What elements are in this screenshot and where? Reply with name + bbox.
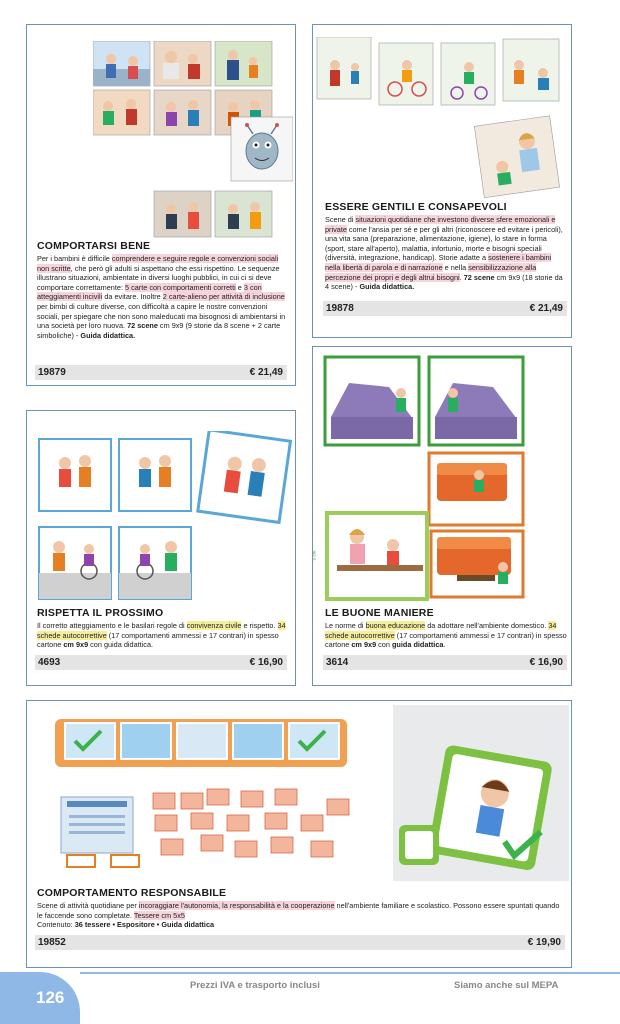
product-description — [325, 215, 565, 292]
price-bar — [35, 935, 565, 950]
footer-divider — [80, 972, 620, 974]
product-title: LE BUONE MANIERE — [325, 607, 434, 619]
product-price: € 21,49 — [249, 367, 283, 378]
footer-price-note: Prezzi IVA e trasporto inclusi — [190, 980, 320, 991]
product-code: 4693 — [38, 657, 61, 668]
product-price: € 19,90 — [527, 937, 561, 948]
description-segment: (17 comportamenti ammessi e 17 contrari) in spesso cartone — [325, 630, 567, 650]
description-segment: Le norme di — [325, 621, 366, 630]
product-code: 19879 — [38, 367, 66, 378]
description-segment: cm 9x9 (9 storie da 8 scene + 2 carte simboliche) - — [37, 321, 281, 340]
description-segment: guida didattica — [391, 640, 444, 650]
product-price: € 16,90 — [249, 657, 283, 668]
description-segment: , che però gli adulti si aspettano che essi rispettino. Le sequenze illustrano situazioni, ambientate in diversi luoghi pubblici, in cui ci si deve comportare correttamente: — [37, 263, 280, 292]
product-image-buone-maniere — [319, 353, 569, 603]
description-segment: per bimbi di culture diverse, con difficoltà a capire le nostre convenzioni sociali, per spiegare che non sono maleducati ma bisognosi di ambientarsi in una società per loro nuova. — [37, 301, 286, 331]
product-title: ESSERE GENTILI E CONSAPEVOLI — [325, 201, 507, 213]
description-segment: 34 schede autocorrettive — [325, 621, 557, 640]
page-number: 126 — [0, 972, 80, 1024]
product-description — [37, 901, 567, 930]
alien-card — [231, 117, 293, 181]
description-segment: 36 tessere • Espositore • Guida didattica — [74, 920, 215, 930]
description-segment: 2 carte-alieno per attività di inclusione — [162, 292, 285, 302]
price-bar — [323, 301, 567, 316]
description-segment: Contenuto: — [37, 920, 75, 930]
description-segment: convivenza civile — [186, 621, 242, 630]
product-image-comportarsi-bene — [93, 41, 293, 241]
product-card-rispetta-il-prossimo — [26, 410, 296, 686]
description-segment: 72 scene — [463, 272, 495, 282]
description-segment: Tessere cm 5x5 — [133, 910, 185, 920]
description-segment: 5 carte con comportamenti corretti — [125, 282, 236, 292]
description-segment: come l'ansia per sé e per gli altri (riconoscere ed evitare i pericoli), una vita sana (preparazione, alimentazione, igiene), lo stare in forma (sport, stare all'aperto), malattia, infortunio, morte e bisogni speciali (diversità, integrazione, handicap). Storie adatte a — [325, 224, 563, 263]
price-bar — [323, 655, 567, 670]
description-segment: situazioni quotidiane che investono diverse sfere emozionali e private — [325, 215, 556, 234]
description-segment: sostenere i bambini nella libertà di parola e di narrazione — [325, 253, 552, 272]
description-segment: e nella — [442, 262, 469, 272]
description-segment: Il corretto atteggiamento e le basilari regole di — [37, 621, 187, 630]
description-segment: cm 9x9 (18 storie da 4 scene) - — [325, 272, 563, 292]
description-segment: Scene di — [325, 215, 356, 224]
price-bar — [35, 655, 287, 670]
product-card-comportamento-responsabile — [26, 700, 572, 968]
footer-mepa-note: Siamo anche sul MEPA — [454, 980, 559, 991]
page-footer — [0, 972, 620, 1024]
product-image-essere-gentili — [315, 37, 571, 205]
description-segment: Scene di attività quotidiane per — [37, 901, 139, 910]
scene-card — [93, 41, 150, 86]
description-segment: da adottare nell'ambiente domestico. — [425, 621, 549, 630]
description-segment: cm 9x9 — [351, 640, 377, 650]
product-code: 19878 — [326, 303, 354, 314]
scene-size-label: 9 cm — [311, 550, 317, 561]
description-segment: incoraggiare l'autonomia, la responsabilità e la cooperazione — [138, 901, 335, 910]
description-segment: Guida didattica. — [80, 330, 136, 340]
product-code: 3614 — [326, 657, 349, 668]
description-segment: con — [376, 640, 392, 650]
product-image-comportamento — [31, 705, 569, 881]
product-card-comportarsi-bene — [26, 24, 296, 386]
product-price: € 16,90 — [529, 657, 563, 668]
description-segment: nell'ambiente familiare e scolastico. Possono essere spuntati quando le faccende sono completate. — [37, 901, 560, 920]
description-segment: e rispetto. — [241, 621, 278, 630]
description-segment: Per i bambini è difficile — [37, 254, 112, 263]
product-title: COMPORTAMENTO RESPONSABILE — [37, 887, 227, 899]
product-card-essere-gentili — [312, 24, 572, 338]
description-segment: cm 9x9 — [63, 640, 89, 650]
product-image-rispetta — [37, 431, 293, 605]
description-segment: 72 scene — [127, 321, 158, 331]
product-title: RISPETTA IL PROSSIMO — [37, 607, 164, 619]
description-segment: 34 schede autocorrettive — [37, 621, 286, 640]
product-description — [37, 621, 290, 650]
price-bar — [35, 365, 287, 380]
description-segment: (17 comportamenti ammessi e 17 contrari) in spesso cartone — [37, 630, 279, 650]
description-segment: sensibilizzazione alla percezione dei propri e degli altrui bisogni — [325, 262, 537, 282]
description-segment: da evitare. Inoltre — [102, 292, 163, 302]
description-segment: comprendere e seguire regole e convenzioni sociali non scritte — [37, 254, 279, 273]
product-card-le-buone-maniere — [312, 346, 572, 686]
product-price: € 21,49 — [529, 303, 563, 314]
description-segment: con guida didattica. — [88, 640, 154, 650]
product-description — [37, 254, 290, 340]
product-description — [325, 621, 567, 650]
description-segment: . — [443, 640, 446, 650]
description-segment: 3 con atteggiamenti incivili — [37, 282, 262, 302]
product-code: 19852 — [38, 937, 66, 948]
description-segment: . — [459, 272, 464, 282]
description-segment: e — [235, 282, 244, 292]
description-segment: buona educazione — [365, 621, 426, 630]
product-title: COMPORTARSI BENE — [37, 240, 151, 252]
description-segment: Guida didattica. — [359, 282, 415, 292]
